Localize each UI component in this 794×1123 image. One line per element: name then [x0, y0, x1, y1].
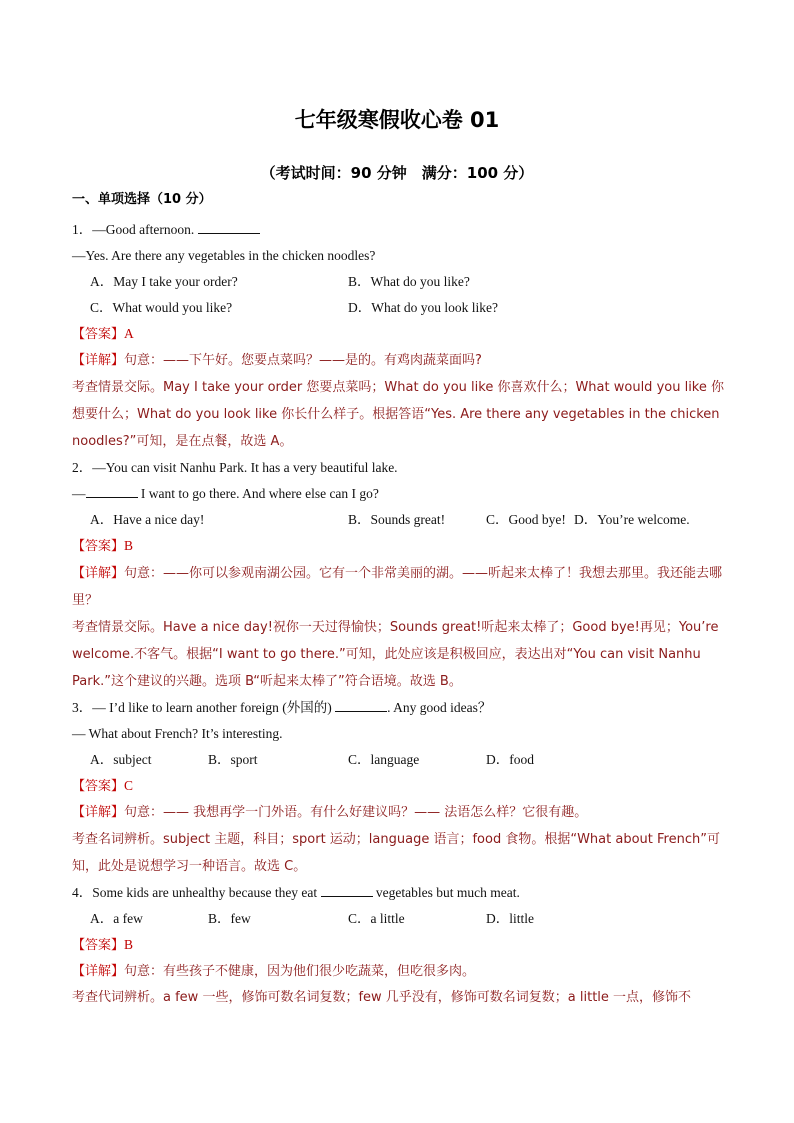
question-stem: —Good afternoon. [92, 222, 195, 237]
question-stem-end: . Any good ideas？ [387, 700, 492, 715]
detail-label: 【详解】 [72, 805, 125, 820]
question-stem: — I’d like to learn another foreign (外国的) [92, 700, 332, 715]
option-a: A．a few [90, 911, 143, 926]
question-1 [72, 217, 732, 455]
dash: — [72, 486, 86, 501]
detail-label: 【详解】 [72, 964, 125, 979]
detail-label: 【详解】 [72, 353, 125, 368]
question-4 [72, 880, 732, 1011]
option-c: C．language [348, 752, 420, 767]
option-d: D．little [486, 911, 534, 926]
detail-label: 【详解】 [72, 566, 125, 581]
option-b: B．sport [208, 752, 258, 767]
question-3 [72, 695, 732, 880]
answer-value: B [124, 538, 134, 553]
detail-text: 句意：——你可以参观南湖公园。它有一个非常美丽的湖。——听起来太棒了！我想去那里。我还能去哪里？ [72, 566, 723, 608]
answer-value: C [124, 778, 134, 793]
option-a: A．May I take your order? [90, 274, 238, 289]
answer-value: B [124, 937, 134, 952]
question-number: 3． [72, 700, 93, 715]
answer-label: 【答案】 [72, 327, 125, 342]
section-heading: 一、单项选择（10 分） [72, 192, 212, 207]
questions [72, 217, 732, 1011]
detail-text: 句意：—— 我想再学一门外语。有什么好建议吗？—— 法语怎么样？它很有趣。 [124, 805, 588, 820]
answer-label: 【答案】 [72, 539, 125, 554]
answer-blank [86, 483, 138, 498]
option-c: C．a little [348, 911, 405, 926]
page-title: 七年级寒假收心卷 01 [294, 108, 500, 132]
option-d: D．You’re welcome. [574, 512, 690, 527]
question-number: 1． [72, 222, 93, 237]
option-b: B．What do you like? [348, 274, 470, 289]
question-stem: I want to go there. And where else can I go? [140, 486, 379, 501]
options-row [72, 269, 732, 295]
option-b: B．few [208, 911, 251, 926]
options-row [72, 747, 732, 773]
question-stem: — What about French? It’s interesting. [72, 726, 283, 741]
options-row [72, 906, 732, 932]
explanation-text: 考查情景交际。Have a nice day!祝你一天过得愉快；Sounds great!听起来太棒了；Good bye!再见；You’re welcome.不客气。根据“I want to go there.”可知，此处应该是积极回应，表达出对“You can visit Nanhu Park.”这个建议的兴趣。选项 B“听起来太棒了”符合语境。故选 B。 [72, 620, 719, 689]
detail-text: 句意：有些孩子不健康，因为他们很少吃蔬菜，但吃很多肉。 [124, 964, 476, 979]
option-b: B．Sounds great! [348, 512, 446, 527]
answer-blank [321, 882, 373, 897]
exam-info: （考试时间：90 分钟 满分：100 分） [260, 164, 534, 182]
answer-value: A [124, 326, 134, 341]
option-c: C．Good bye! [486, 512, 566, 527]
explanation-text: 考查代词辨析。a few 一些，修饰可数名词复数；few 几乎没有，修饰可数名词复数；a little 一点，修饰不 [72, 990, 692, 1005]
option-d: D．What do you look like? [348, 300, 498, 315]
question-stem: —You can visit Nanhu Park. It has a very beautiful lake. [92, 460, 398, 475]
answer-label: 【答案】 [72, 938, 125, 953]
option-a: A．Have a nice day! [90, 512, 205, 527]
question-2 [72, 455, 732, 695]
question-stem: Some kids are unhealthy because they eat [92, 885, 318, 900]
option-a: A．subject [90, 752, 152, 767]
question-number: 2． [72, 460, 93, 475]
option-d: D．food [486, 752, 534, 767]
explanation-text: 考查情景交际。May I take your order 您要点菜吗；What do you like 你喜欢什么；What would you like 你想要什么；What do you look like 你长什么样子。根据答语“Yes. Are there any vegetables in the chicken noodles?”可知，是在点餐，故选 A。 [72, 380, 725, 449]
question-number: 4． [72, 885, 93, 900]
options-row [72, 295, 732, 321]
options-row [72, 507, 732, 533]
explanation-text: 考查名词辨析。subject 主题，科目；sport 运动；language 语言；food 食物。根据“What about French”可知，此处是说想学习一种语言。故选 C。 [72, 832, 720, 874]
answer-blank [335, 697, 387, 712]
option-c: C．What would you like? [90, 300, 233, 315]
answer-blank [198, 219, 260, 234]
question-stem: —Yes. Are there any vegetables in the chicken noodles? [72, 248, 376, 263]
detail-text: 句意：——下午好。您要点菜吗？——是的。有鸡肉蔬菜面吗? [124, 353, 482, 368]
question-stem-end: vegetables but much meat. [375, 885, 520, 900]
answer-label: 【答案】 [72, 779, 125, 794]
